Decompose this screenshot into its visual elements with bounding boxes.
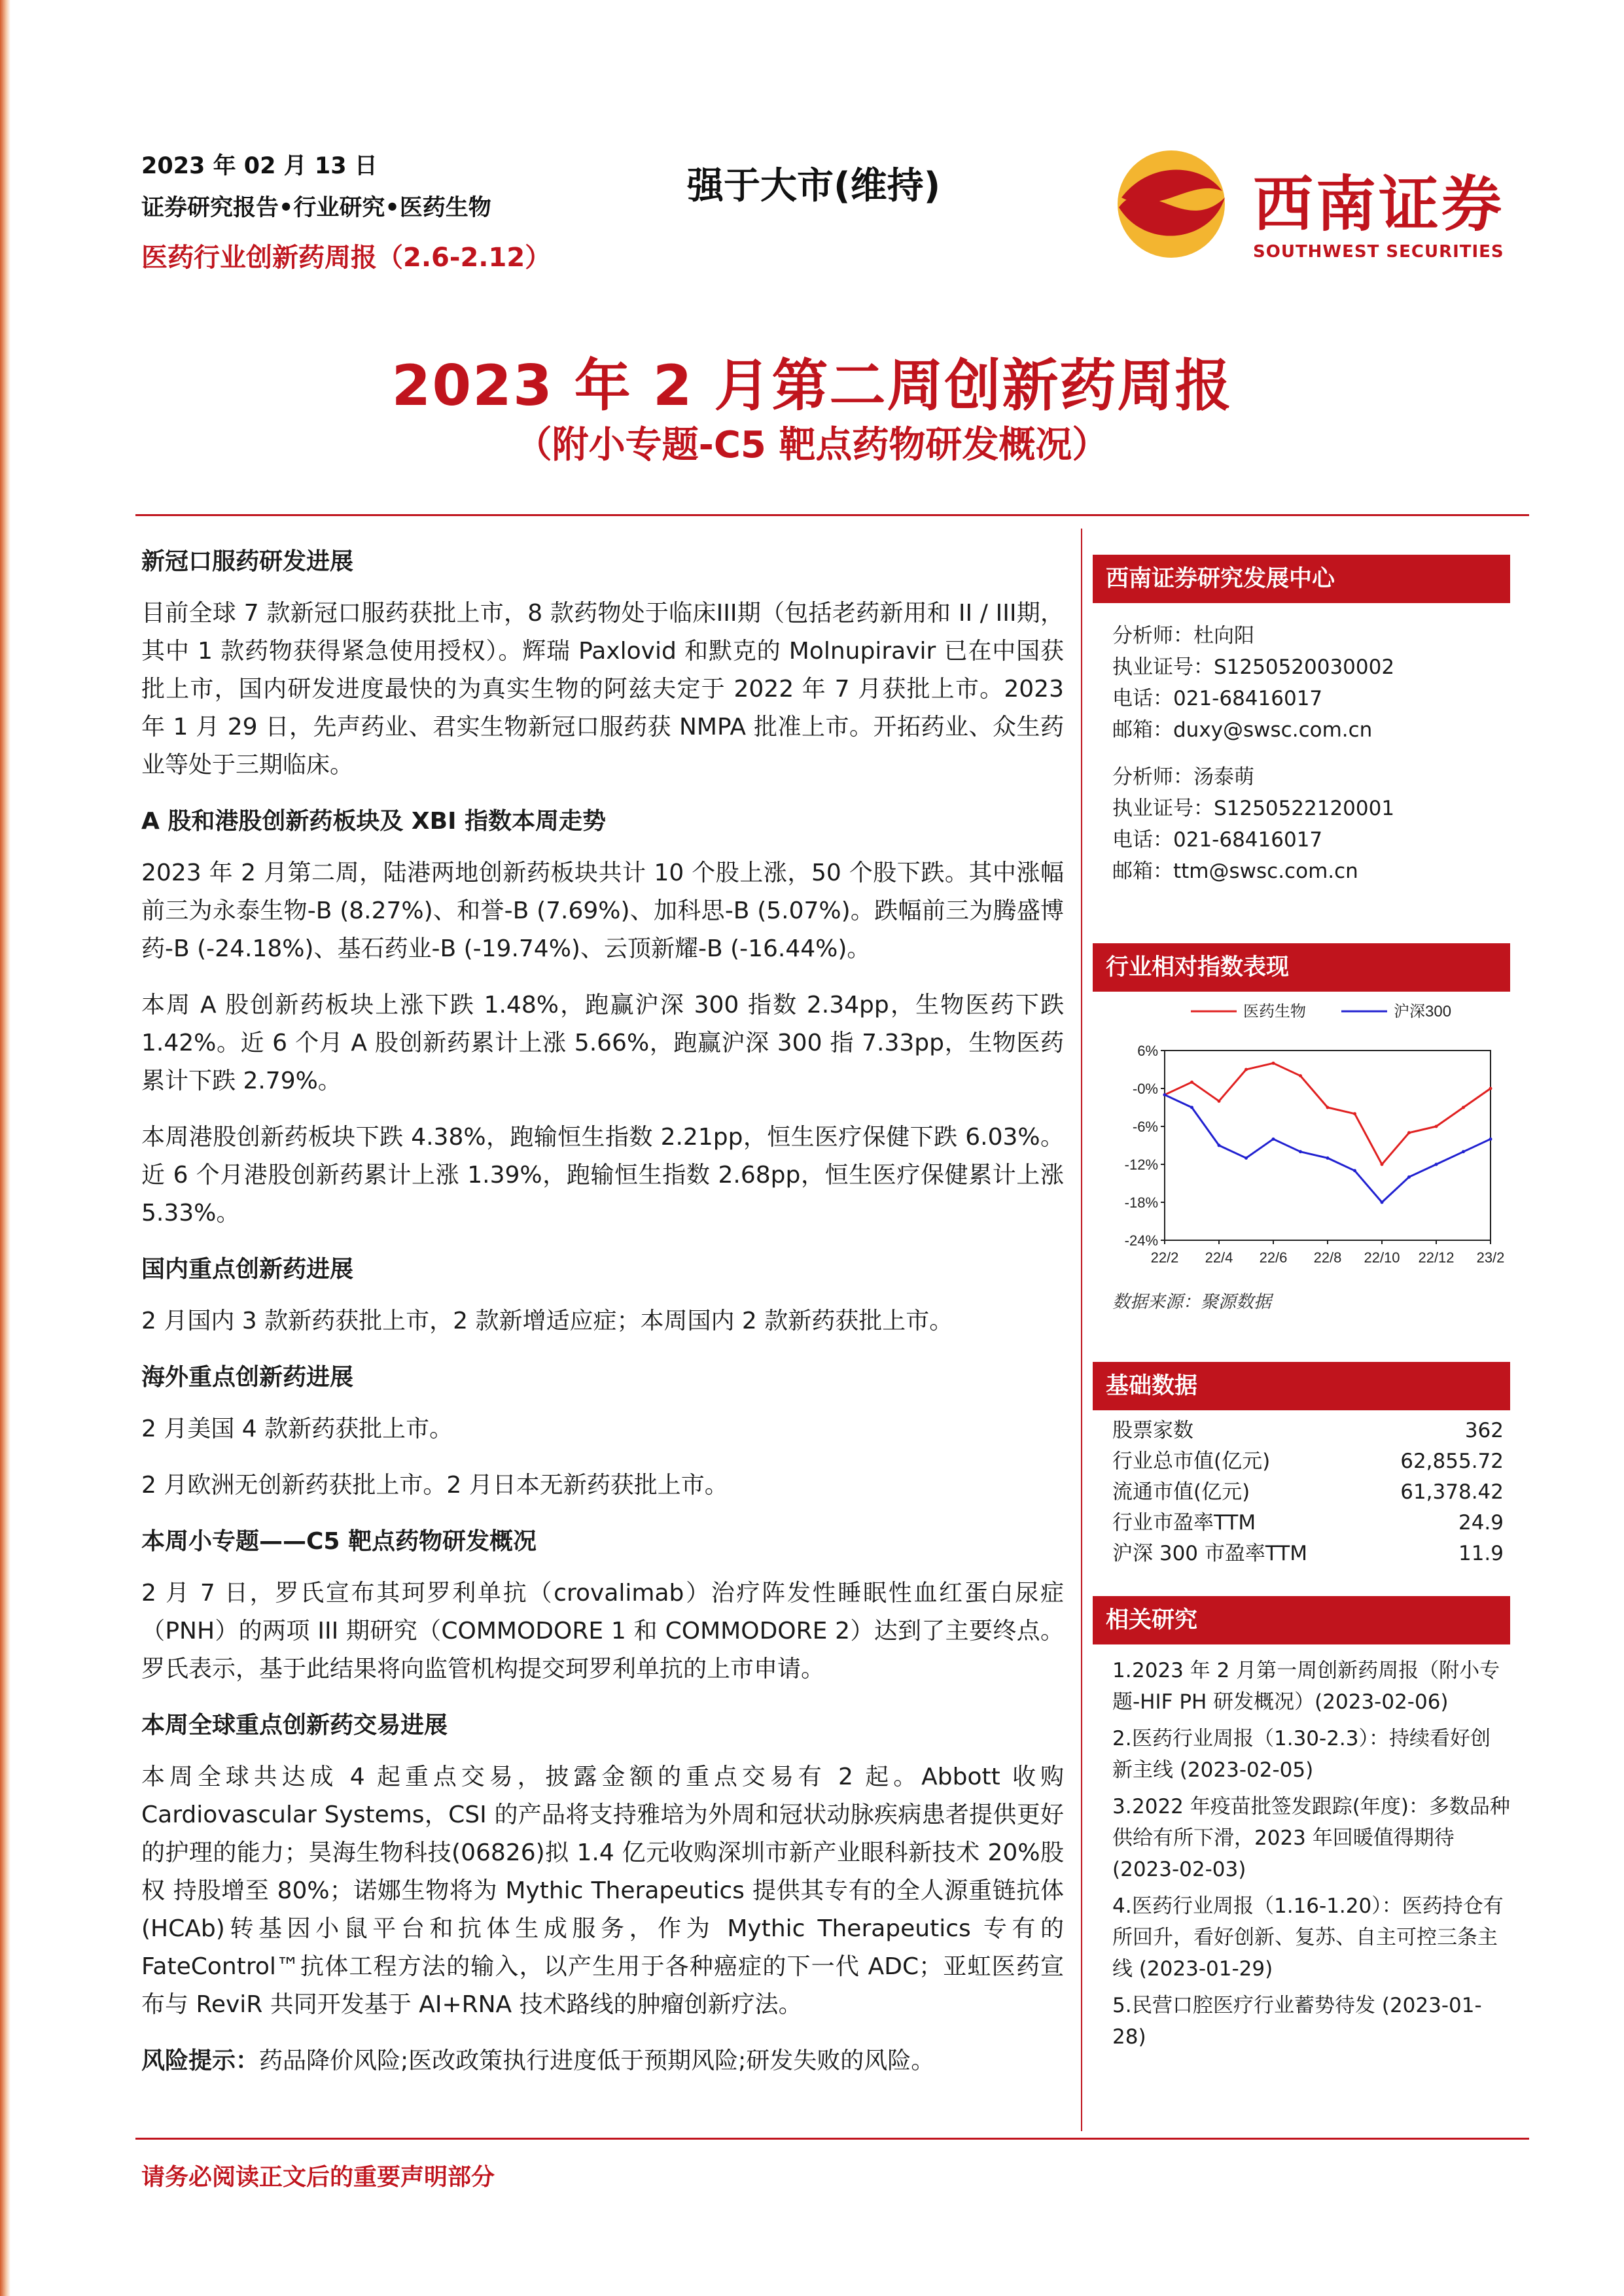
divider-bottom	[135, 2138, 1529, 2140]
data-point	[1435, 1163, 1438, 1166]
section-heading: 海外重点创新药进展	[141, 1364, 354, 1391]
x-tick-label: 22/12	[1418, 1249, 1455, 1266]
section-heading: 新冠口服药研发进展	[141, 548, 354, 575]
series-line-pharma	[1165, 1063, 1491, 1164]
x-tick-label: 22/2	[1150, 1249, 1179, 1266]
page-title: 2023 年 2 月第二周创新药周报	[391, 353, 1233, 419]
base-value: 362	[1464, 1419, 1504, 1442]
base-key: 行业市盈率TTM	[1112, 1511, 1256, 1535]
related-num: 5.	[1112, 1994, 1132, 2017]
base-value: 11.9	[1458, 1542, 1504, 1565]
legend-label: 沪深300	[1394, 1003, 1452, 1020]
section-paragraph: 2 月 7 日，罗氏宣布其珂罗利单抗（crovalimab）治疗阵发性睡眠性血红蛋白尿症（PNH）的两项 III 期研究（COMMODORE 1 和 COMMODORE 2）达到了主要终点。罗氏表示，基于此结果将向监管机构提交珂罗利单抗的上市申请。	[141, 1580, 1064, 1682]
data-point	[1462, 1150, 1465, 1153]
y-tick-label: -18%	[1124, 1194, 1158, 1211]
report-series: 医药行业创新药周报（2.6-2.12）	[141, 243, 552, 273]
data-point	[1190, 1106, 1193, 1109]
x-tick-label: 22/4	[1205, 1249, 1233, 1266]
data-point	[1163, 1093, 1167, 1096]
section-market	[141, 803, 1064, 1232]
risk-label: 风险提示：	[141, 2047, 260, 2074]
data-point	[1353, 1112, 1356, 1115]
section-paragraph: 2 月美国 4 款新药获批上市。	[141, 1416, 453, 1442]
analyst-name: 分析师：杜向阳	[1112, 624, 1254, 648]
y-tick-label: -12%	[1124, 1157, 1158, 1173]
data-point	[1244, 1068, 1248, 1071]
data-point	[1218, 1144, 1221, 1147]
sidebar-related	[1093, 1596, 1510, 2058]
related-report-link[interactable]	[1093, 1723, 1510, 1786]
analyst-cert: 执业证号：S1250520030002	[1112, 655, 1395, 679]
footer-disclaimer: 请务必阅读正文后的重要声明部分	[141, 2164, 495, 2191]
divider-top	[135, 514, 1529, 516]
data-point	[1299, 1150, 1302, 1153]
data-point	[1407, 1131, 1411, 1134]
base-row	[1093, 1508, 1510, 1539]
related-text: 2022 年疫苗批签发跟踪(年度)：多数品种供给有所下滑，2023 年回暖值得期待 (2023-02-03)	[1112, 1795, 1510, 1881]
x-tick-label: 22/8	[1313, 1249, 1342, 1266]
risk-text: 药品降价风险;医改政策执行进度低于预期风险;研发失败的风险。	[259, 2047, 935, 2074]
section-paragraph: 本周 A 股创新药板块上涨下跌 1.48%，跑赢沪深 300 指数 2.34pp，生物医药下跌 1.42%。近 6 个月 A 股创新药累计上涨 5.66%，跑赢沪深 300 指 7.33pp，生物医药累计下跌 2.79%。	[141, 992, 1064, 1094]
data-point	[1381, 1163, 1384, 1166]
analyst-name: 分析师：汤泰萌	[1112, 765, 1254, 789]
section-paragraph: 2 月欧洲无创新药获批上市。2 月日本无新药获批上市。	[141, 1472, 728, 1499]
data-point	[1244, 1157, 1248, 1160]
section-heading: A 股和港股创新药板块及 XBI 指数本周走势	[141, 808, 607, 835]
x-tick-label: 22/6	[1259, 1249, 1288, 1266]
y-tick-label: -0%	[1132, 1081, 1158, 1097]
base-key: 流通市值(亿元)	[1112, 1480, 1250, 1504]
data-point	[1272, 1062, 1275, 1065]
related-text: 医药行业周报（1.16-1.20）：医药持仓有所回升，看好创新、复苏、自主可控三条主线 (2023-01-29)	[1112, 1894, 1504, 1981]
report-date: 2023 年 02 月 13 日	[141, 153, 378, 179]
analyst-phone: 电话：021-68416017	[1112, 828, 1323, 852]
analyst-email: 邮箱：duxy@swsc.com.cn	[1112, 718, 1373, 742]
y-tick-label: -6%	[1132, 1119, 1158, 1135]
data-point	[1353, 1169, 1356, 1172]
section-covid-oral	[141, 543, 1064, 784]
base-data-header: 基础数据	[1093, 1362, 1510, 1410]
related-report-link[interactable]	[1093, 1990, 1510, 2053]
base-value: 61,378.42	[1400, 1480, 1504, 1504]
base-value: 62,855.72	[1400, 1450, 1504, 1473]
main-column	[141, 543, 1064, 2098]
chart-header: 行业相对指数表现	[1093, 943, 1510, 992]
data-point	[1489, 1138, 1492, 1141]
related-text: 医药行业周报（1.30-2.3）：持续看好创新主线 (2023-02-05)	[1112, 1727, 1491, 1782]
base-row	[1093, 1446, 1510, 1477]
related-num: 1.	[1112, 1659, 1132, 1682]
related-report-link[interactable]	[1093, 1655, 1510, 1718]
related-report-link[interactable]	[1093, 1890, 1510, 1985]
section-heading: 国内重点创新药进展	[141, 1256, 354, 1283]
analyst-cert: 执业证号：S1250522120001	[1112, 797, 1395, 820]
section-topic	[141, 1523, 1064, 1688]
data-point	[1272, 1138, 1275, 1141]
sidebar-chart	[1093, 943, 1510, 1313]
data-point	[1190, 1081, 1193, 1084]
base-key: 行业总市值(亿元)	[1112, 1450, 1271, 1473]
data-point	[1218, 1100, 1221, 1103]
series-line-csi300	[1165, 1095, 1491, 1202]
data-point	[1462, 1106, 1465, 1109]
data-point	[1435, 1125, 1438, 1128]
section-paragraph: 2 月国内 3 款新药获批上市，2 款新增适应症；本周国内 2 款新药获批上市。	[141, 1308, 953, 1334]
sidebar-analysts	[1093, 555, 1510, 887]
section-paragraph: 本周全球共达成 4 起重点交易，披露金额的重点交易有 2 起。Abbott 收购 Cardiovascular Systems，CSI 的产品将支持雅培为外周和冠状动脉疾病患者提供更好的护理的能力；昊海生物科技(06826)拟 1.4 亿元收购深圳市新产业眼科新技术 20%股权 持股增至 80%；诺娜生物将为 Mythic Therapeutics 提供其专有的全人源重链抗体(HCAb)转基因小鼠平台和抗体生成服务，作为 Mythic Therapeutics 专有的 FateControl™抗体工程方法的输入，以产生用于各种癌症的下一代 ADC；亚虹医药宣布与 ReviR 共同开发基于 AI+RNA 技术路线的肿瘤创新疗法。	[141, 1764, 1064, 2018]
risk-note	[141, 2042, 1064, 2080]
logo-text-cn: 西南证券	[1253, 169, 1505, 239]
section-overseas	[141, 1359, 1064, 1505]
x-tick-label: 22/10	[1364, 1249, 1400, 1266]
related-report-link[interactable]	[1093, 1791, 1510, 1885]
section-heading: 本周小专题——C5 靶点药物研发概况	[141, 1528, 537, 1555]
report-category: 证券研究报告•行业研究•医药生物	[141, 195, 491, 221]
y-tick-label: -24%	[1124, 1232, 1158, 1249]
sidebar-base-data	[1093, 1362, 1510, 1569]
section-domestic	[141, 1251, 1064, 1340]
section-deals	[141, 1707, 1064, 2024]
chart-frame	[1165, 1051, 1491, 1240]
base-row	[1093, 1539, 1510, 1569]
related-num: 3.	[1112, 1795, 1132, 1818]
x-tick-label: 23/2	[1476, 1249, 1505, 1266]
data-point	[1326, 1106, 1330, 1109]
related-text: 2023 年 2 月第一周创新药周报（附小专题-HIF PH 研发概况）(2023-02-06)	[1112, 1659, 1500, 1714]
data-point	[1299, 1074, 1302, 1077]
related-num: 2.	[1112, 1727, 1132, 1750]
base-value: 24.9	[1458, 1511, 1504, 1535]
base-key: 股票家数	[1112, 1419, 1193, 1442]
section-paragraph: 本周港股创新药板块下跌 4.38%，跑输恒生指数 2.21pp，恒生医疗保健下跌 6.03%。近 6 个月港股创新药累计上涨 1.39%，跑输恒生指数 2.68pp，恒生医疗保健累计上涨 5.33%。	[141, 1124, 1064, 1226]
research-center-header: 西南证券研究发展中心	[1093, 555, 1510, 603]
y-tick-label: 6%	[1137, 1043, 1158, 1059]
data-point	[1326, 1157, 1330, 1160]
logo-text-en: SOUTHWEST SECURITIES	[1253, 242, 1504, 262]
legend-label: 医药生物	[1243, 1003, 1306, 1020]
rating: 强于大市(维持)	[687, 165, 941, 207]
section-paragraph: 目前全球 7 款新冠口服药获批上市，8 款药物处于临床III期（包括老药新用和 II / III期，其中 1 款药物获得紧急使用授权）。辉瑞 Paxlovid 和默克的 Molnupiravir 已在中国获批上市，国内研发进度最快的为真实生物的阿兹夫定于 2022 年 7 月获批上市。2023 年 1 月 29 日，先声药业、君实生物新冠口服药获 NMPA 批准上市。开拓药业、众生药业等处于三期临床。	[141, 600, 1064, 778]
base-key: 沪深 300 市盈率TTM	[1112, 1542, 1307, 1565]
related-text: 民营口腔医疗行业蓄势待发 (2023-01-28)	[1112, 1994, 1482, 2049]
section-paragraph: 2023 年 2 月第二周，陆港两地创新药板块共计 10 个股上涨，50 个股下跌。其中涨幅前三为永泰生物-B (8.27%)、和誉-B (7.69%)、加科思-B (5.07%)。跌幅前三为腾盛博药-B (-24.18%)、基石药业-B (-19.74%)、云顶新耀-B (-16.44%)。	[141, 860, 1064, 962]
base-row	[1093, 1477, 1510, 1508]
related-header: 相关研究	[1093, 1596, 1510, 1644]
base-row	[1093, 1416, 1510, 1446]
chart-source: 数据来源：聚源数据	[1112, 1292, 1271, 1312]
data-point	[1407, 1175, 1411, 1179]
analyst-email: 邮箱：ttm@swsc.com.cn	[1112, 860, 1358, 883]
analyst-phone: 电话：021-68416017	[1112, 687, 1323, 710]
section-heading: 本周全球重点创新药交易进展	[141, 1712, 448, 1739]
column-divider	[1081, 529, 1082, 2131]
page-subtitle: （附小专题-C5 靶点药物研发概况）	[515, 424, 1109, 466]
related-num: 4.	[1112, 1894, 1132, 1918]
data-point	[1489, 1087, 1492, 1090]
relative-index-chart	[1093, 992, 1510, 1279]
data-point	[1381, 1201, 1384, 1204]
